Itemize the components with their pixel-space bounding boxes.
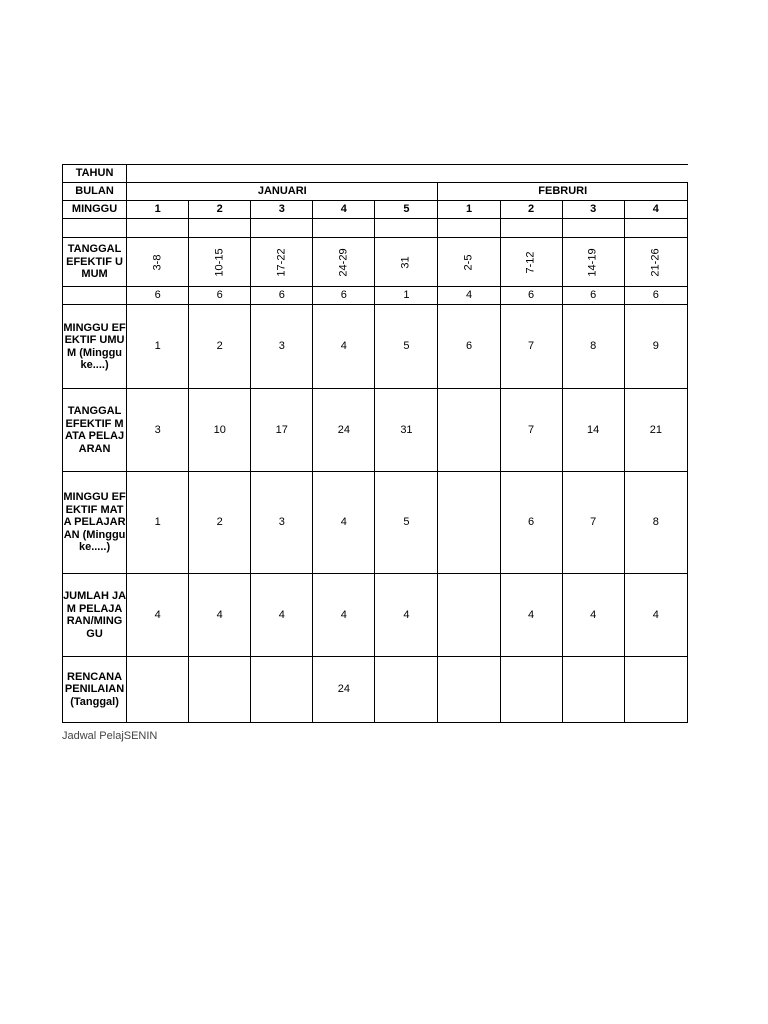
date-range: 3-8 (151, 254, 164, 270)
tanggal-mapel-cell: 17 (251, 389, 313, 472)
jumlah-jam-cell (438, 574, 500, 657)
minggu-efektif-umum-cell: 2 (189, 305, 251, 389)
label-minggu-efektif-umum: MINGGU EFEKTIF UMUM (Minggu ke....) (63, 305, 127, 389)
week-cell: 3 (562, 201, 624, 219)
blank-cell (438, 219, 500, 238)
penilaian-cell (562, 657, 624, 723)
minggu-efektif-umum-cell: 5 (375, 305, 438, 389)
week-cell: 5 (375, 201, 438, 219)
tanggal-mapel-cell: 7 (500, 389, 562, 472)
date-range: 24-29 (337, 247, 350, 277)
minggu-mapel-cell: 8 (624, 472, 687, 574)
jumlah-jam-cell: 4 (127, 574, 189, 657)
minggu-efektif-umum-cell: 9 (624, 305, 687, 389)
label-tanggal-efektif-mapel: TANGGAL EFEKTIF MATA PELAJARAN (63, 389, 127, 472)
week-cell: 2 (500, 201, 562, 219)
day-count-cell: 1 (375, 287, 438, 305)
minggu-efektif-umum-cell: 4 (313, 305, 375, 389)
minggu-efektif-umum-cell: 7 (500, 305, 562, 389)
blank-cell (127, 219, 189, 238)
label-rencana-penilaian: RENCANA PENILAIAN (Tanggal) (63, 657, 127, 723)
week-cell: 2 (189, 201, 251, 219)
row-minggu (63, 201, 688, 219)
minggu-efektif-umum-cell: 3 (251, 305, 313, 389)
label-tahun: TAHUN (63, 165, 127, 183)
label-bulan: BULAN (63, 183, 127, 201)
blank-cell (624, 219, 687, 238)
penilaian-cell (500, 657, 562, 723)
date-range-cell (127, 238, 189, 287)
date-range: 2-5 (462, 254, 475, 270)
row-bulan (63, 183, 688, 201)
day-count-cell: 6 (127, 287, 189, 305)
tanggal-mapel-cell: 21 (624, 389, 687, 472)
date-range: 31 (399, 255, 412, 269)
row-day-counts (63, 287, 688, 305)
day-count-cell: 6 (189, 287, 251, 305)
minggu-mapel-cell: 1 (127, 472, 189, 574)
label-minggu-efektif-mapel: MINGGU EFEKTIF MATA PELAJARAN (Minggu ke.....) (63, 472, 127, 574)
date-range: 21-26 (649, 247, 662, 277)
penilaian-cell: 24 (313, 657, 375, 723)
tanggal-mapel-cell (438, 389, 500, 472)
row-minggu-efektif-mapel (63, 472, 688, 574)
tanggal-mapel-cell: 24 (313, 389, 375, 472)
date-range-cell (375, 238, 438, 287)
date-range: 10-15 (213, 247, 226, 277)
date-range-cell (624, 238, 687, 287)
day-count-cell: 6 (251, 287, 313, 305)
date-range-cell (189, 238, 251, 287)
row-tanggal-efektif-umum (63, 238, 688, 287)
row-jumlah-jam (63, 574, 688, 657)
minggu-efektif-umum-cell: 6 (438, 305, 500, 389)
week-cell: 4 (624, 201, 687, 219)
blank-cell (313, 219, 375, 238)
day-count-cell: 6 (500, 287, 562, 305)
week-cell: 4 (313, 201, 375, 219)
minggu-efektif-umum-cell: 8 (562, 305, 624, 389)
penilaian-cell (624, 657, 687, 723)
minggu-mapel-cell: 2 (189, 472, 251, 574)
blank-label-cell (63, 219, 127, 238)
day-count-cell: 6 (624, 287, 687, 305)
jumlah-jam-cell: 4 (313, 574, 375, 657)
minggu-mapel-cell: 3 (251, 472, 313, 574)
footer-caption: Jadwal PelajSENIN (62, 730, 158, 742)
date-range-cell (438, 238, 500, 287)
day-count-cell: 6 (562, 287, 624, 305)
date-range-cell (500, 238, 562, 287)
penilaian-cell (438, 657, 500, 723)
day-count-cell: 4 (438, 287, 500, 305)
date-range: 7-12 (524, 250, 537, 274)
date-range: 14-19 (586, 247, 599, 277)
minggu-mapel-cell: 5 (375, 472, 438, 574)
blank-cell (251, 219, 313, 238)
row-rencana-penilaian (63, 657, 688, 723)
penilaian-cell (375, 657, 438, 723)
row-blank (63, 219, 688, 238)
jumlah-jam-cell: 4 (562, 574, 624, 657)
minggu-mapel-cell: 4 (313, 472, 375, 574)
week-cell: 1 (438, 201, 500, 219)
date-range-cell (313, 238, 375, 287)
row-minggu-efektif-umum (63, 305, 688, 389)
penilaian-cell (127, 657, 189, 723)
week-cell: 1 (127, 201, 189, 219)
day-count-cell: 6 (313, 287, 375, 305)
tanggal-mapel-cell: 3 (127, 389, 189, 472)
blank-cell (375, 219, 438, 238)
minggu-efektif-umum-cell: 1 (127, 305, 189, 389)
jumlah-jam-cell: 4 (251, 574, 313, 657)
schedule-table (62, 164, 688, 723)
date-range-cell (251, 238, 313, 287)
tanggal-mapel-cell: 14 (562, 389, 624, 472)
minggu-mapel-cell: 7 (562, 472, 624, 574)
label-tanggal-efektif-umum: TANGGAL EFEKTIF UMUM (63, 238, 127, 287)
week-cell: 3 (251, 201, 313, 219)
jumlah-jam-cell: 4 (624, 574, 687, 657)
minggu-mapel-cell: 6 (500, 472, 562, 574)
penilaian-cell (251, 657, 313, 723)
row-tanggal-efektif-mapel (63, 389, 688, 472)
blank-cell (562, 219, 624, 238)
label-minggu: MINGGU (63, 201, 127, 219)
month-januari: JANUARI (127, 183, 438, 201)
row-tahun (63, 165, 688, 183)
day-count-label-cell (63, 287, 127, 305)
jumlah-jam-cell: 4 (500, 574, 562, 657)
date-range: 17-22 (275, 247, 288, 277)
tahun-value (127, 165, 688, 183)
minggu-mapel-cell (438, 472, 500, 574)
jumlah-jam-cell: 4 (375, 574, 438, 657)
tanggal-mapel-cell: 31 (375, 389, 438, 472)
date-range-cell (562, 238, 624, 287)
blank-cell (189, 219, 251, 238)
blank-cell (500, 219, 562, 238)
tanggal-mapel-cell: 10 (189, 389, 251, 472)
jumlah-jam-cell: 4 (189, 574, 251, 657)
penilaian-cell (189, 657, 251, 723)
label-jumlah-jam: JUMLAH JAM PELAJARAN/MINGGU (63, 574, 127, 657)
month-februri: FEBRURI (438, 183, 688, 201)
